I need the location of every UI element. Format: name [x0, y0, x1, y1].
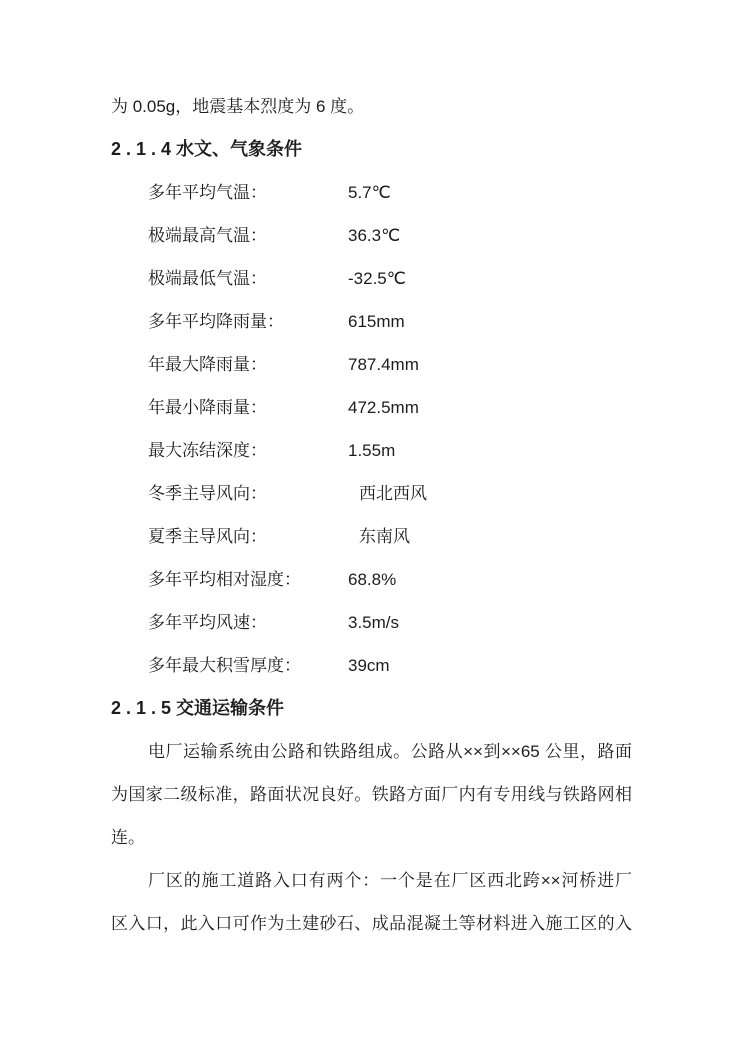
weather-label: 多年平均降雨量： — [148, 312, 284, 331]
weather-row — [111, 429, 632, 472]
section-heading-hydrology — [111, 128, 632, 171]
section-title: 交通运输条件 — [176, 698, 285, 718]
weather-row — [111, 343, 632, 386]
section-number: 2.1.5 — [111, 698, 177, 718]
weather-row — [111, 558, 632, 601]
weather-value: 西北西风 — [359, 484, 427, 503]
weather-row — [111, 214, 632, 257]
entrance-paragraph-line: 区入口，此入口可作为土建砂石、成品混凝土等材料进入施工区的入 — [111, 914, 632, 933]
weather-row — [111, 257, 632, 300]
weather-label: 极端最高气温： — [148, 226, 267, 245]
weather-value: 39cm — [348, 656, 390, 675]
weather-label: 多年最大积雪厚度： — [148, 656, 301, 675]
weather-row — [111, 472, 632, 515]
weather-row — [111, 515, 632, 558]
section-number: 2.1.4 — [111, 139, 177, 159]
weather-label: 年最大降雨量： — [148, 355, 267, 374]
weather-row — [111, 300, 632, 343]
weather-label: 最大冻结深度： — [148, 441, 267, 460]
weather-row — [111, 386, 632, 429]
weather-value: -32.5℃ — [348, 269, 406, 288]
weather-value: 787.4mm — [348, 355, 419, 374]
weather-label: 多年平均气温： — [148, 183, 267, 202]
weather-value: 472.5mm — [348, 398, 419, 417]
section-heading-transport — [111, 687, 632, 730]
weather-label: 夏季主导风向： — [148, 527, 267, 546]
weather-value: 东南风 — [359, 527, 410, 546]
weather-label: 年最小降雨量： — [148, 398, 267, 417]
section-title: 水文、气象条件 — [176, 139, 303, 159]
weather-value: 68.8% — [348, 570, 397, 589]
weather-value: 36.3℃ — [348, 226, 401, 245]
intro-line: 为 0.05g，地震基本烈度为 6 度。 — [111, 97, 365, 116]
document-content — [111, 85, 632, 945]
weather-label: 多年平均风速： — [148, 613, 267, 632]
transport-paragraph-line: 连。 — [111, 828, 145, 847]
weather-label: 多年平均相对湿度： — [148, 570, 301, 589]
transport-paragraph-line: 电厂运输系统由公路和铁路组成。公路从××到××65 公里，路面 — [148, 742, 632, 761]
weather-value: 1.55m — [348, 441, 396, 460]
weather-value: 615mm — [348, 312, 405, 331]
weather-value: 5.7℃ — [348, 183, 391, 202]
weather-row — [111, 644, 632, 687]
weather-row — [111, 601, 632, 644]
weather-row — [111, 171, 632, 214]
weather-label: 极端最低气温： — [148, 269, 267, 288]
weather-label: 冬季主导风向： — [148, 484, 267, 503]
weather-value: 3.5m/s — [348, 613, 400, 632]
entrance-paragraph-line: 厂区的施工道路入口有两个：一个是在厂区西北跨××河桥进厂 — [148, 871, 632, 890]
transport-paragraph-line: 为国家二级标准，路面状况良好。铁路方面厂内有专用线与铁路网相 — [111, 785, 632, 804]
